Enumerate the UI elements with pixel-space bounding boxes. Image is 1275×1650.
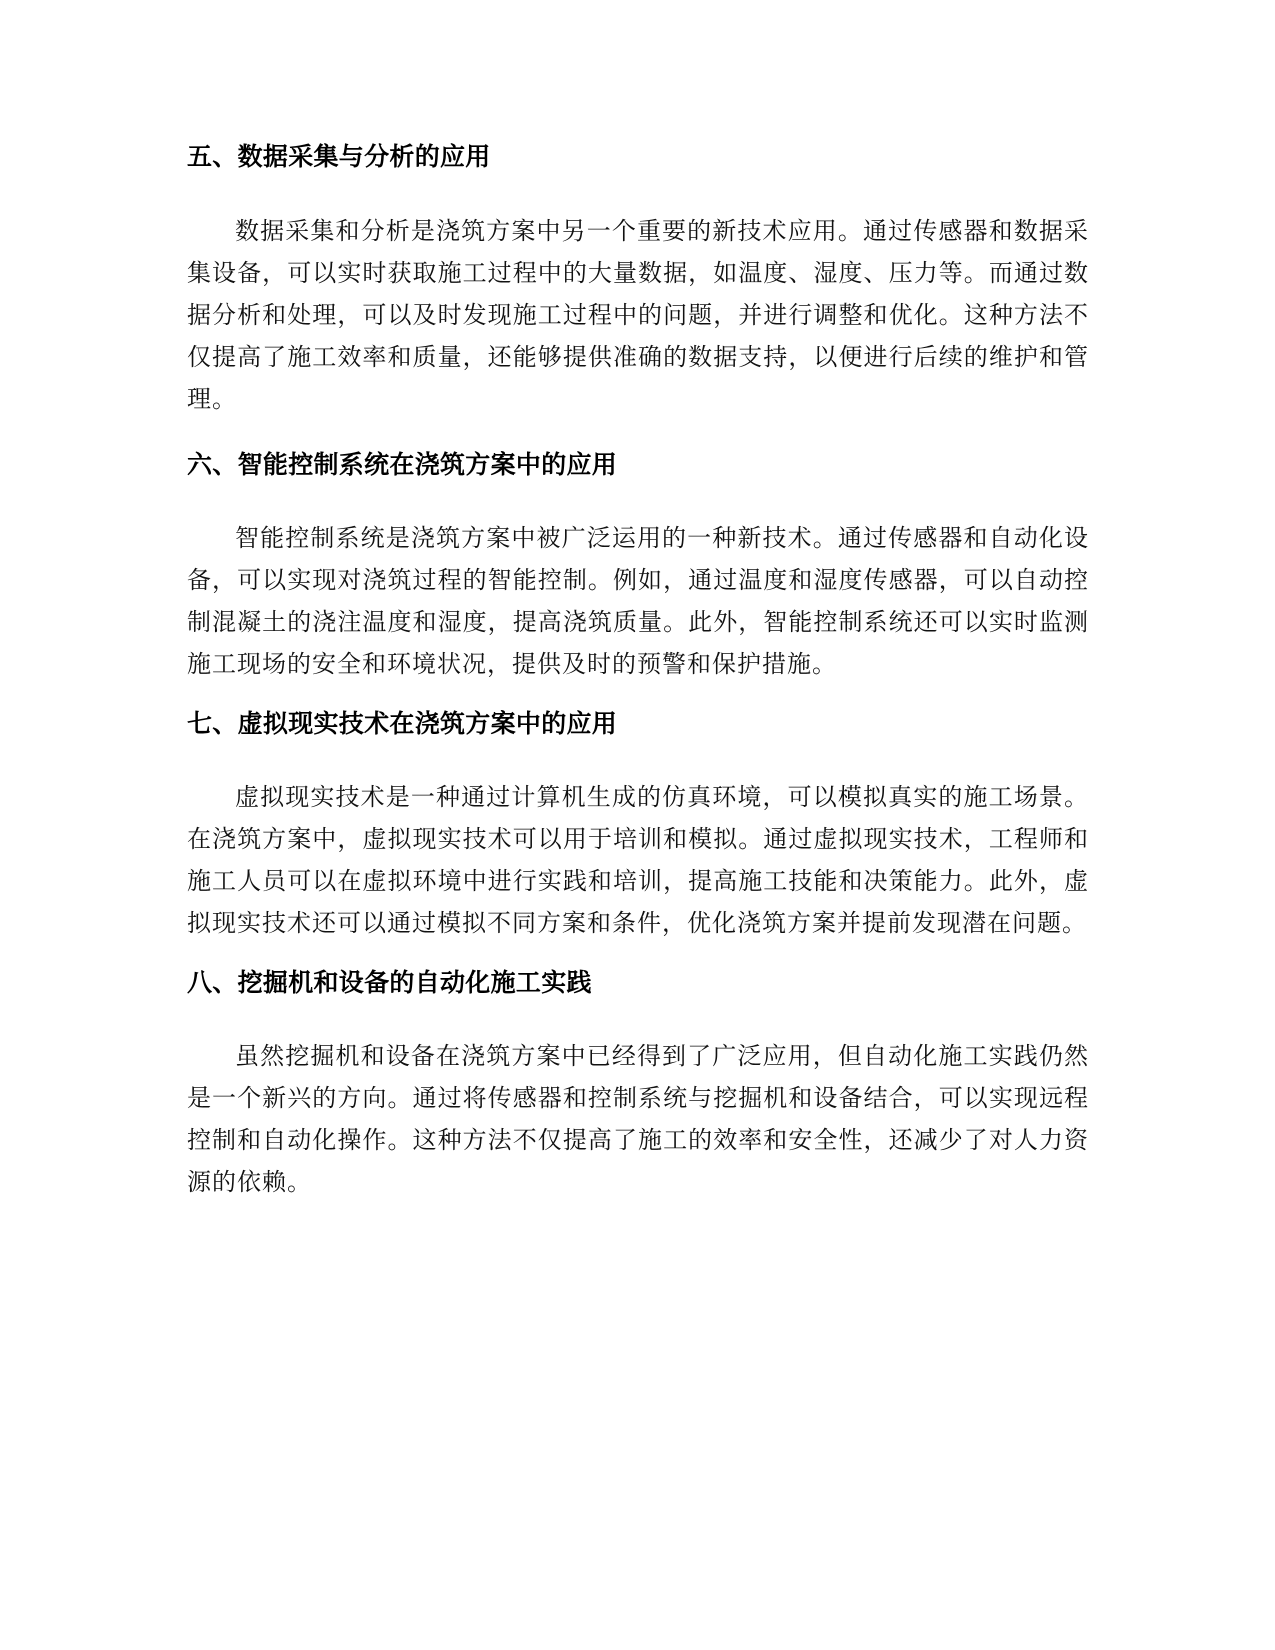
section-heading-data-analysis: 五、数据采集与分析的应用 — [187, 142, 491, 171]
section-paragraph-data-analysis: 数据采集和分析是浇筑方案中另一个重要的新技术应用。通过传感器和数据采集设备，可以实时获取施工过程中的大量数据，如温度、湿度、压力等。而通过数据分析和处理，可以及时发现施工过程中的问题，并进行调整和优化。这种方法不仅提高了施工效率和质量，还能够提供准确的数据支持，以便进行后续的维护和管理。 — [187, 217, 1089, 413]
section-paragraph-smart-control: 智能控制系统是浇筑方案中被广泛运用的一种新技术。通过传感器和自动化设备，可以实现对浇筑过程的智能控制。例如，通过温度和湿度传感器，可以自动控制混凝土的浇注温度和湿度，提高浇筑质量。此外，智能控制系统还可以实时监测施工现场的安全和环境状况，提供及时的预警和保护措施。 — [187, 524, 1089, 678]
section-heading-virtual-reality: 七、虚拟现实技术在浇筑方案中的应用 — [187, 709, 618, 738]
section-paragraph-excavator-automation: 虽然挖掘机和设备在浇筑方案中已经得到了广泛应用，但自动化施工实践仍然是一个新兴的方向。通过将传感器和控制系统与挖掘机和设备结合，可以实现远程控制和自动化操作。这种方法不仅提高了施工的效率和安全性，还减少了对人力资源的依赖。 — [187, 1042, 1089, 1196]
section-heading-smart-control: 六、智能控制系统在浇筑方案中的应用 — [187, 450, 618, 479]
section-heading-excavator-automation: 八、挖掘机和设备的自动化施工实践 — [187, 968, 592, 997]
section-paragraph-virtual-reality: 虚拟现实技术是一种通过计算机生成的仿真环境，可以模拟真实的施工场景。在浇筑方案中，虚拟现实技术可以用于培训和模拟。通过虚拟现实技术，工程师和施工人员可以在虚拟环境中进行实践和培训，提高施工技能和决策能力。此外，虚拟现实技术还可以通过模拟不同方案和条件，优化浇筑方案并提前发现潜在问题。 — [187, 783, 1089, 937]
